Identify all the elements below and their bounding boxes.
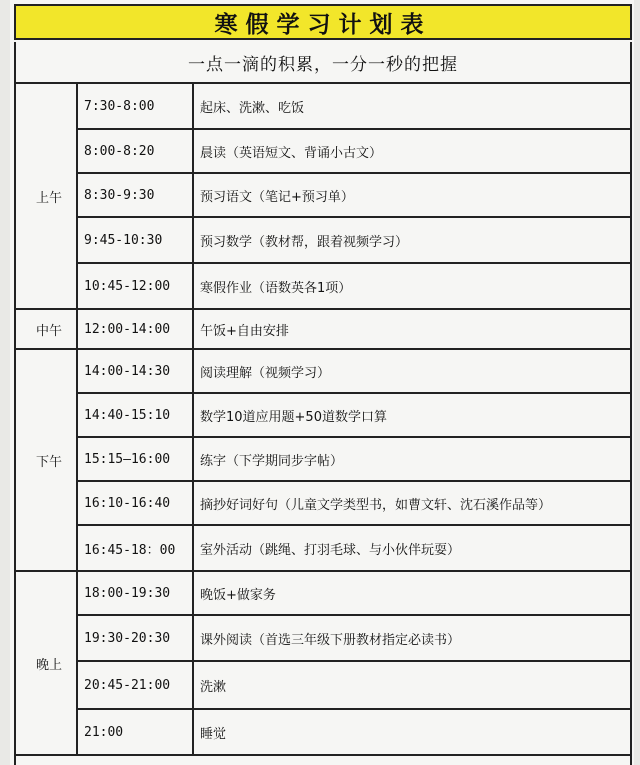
- schedule-row: [15, 349, 631, 393]
- period-label: 下午: [15, 349, 77, 571]
- activity-cell: 室外活动（跳绳、打羽毛球、与小伙伴玩耍）: [193, 525, 631, 571]
- time-cell: 10:45-12:00: [77, 263, 193, 309]
- time-cell: 14:40-15:10: [77, 393, 193, 437]
- time-cell: 18:00-19:30: [77, 571, 193, 615]
- activity-cell: 数学10道应用题+50道数学口算: [193, 393, 631, 437]
- activity-cell: 晨读（英语短文、背诵小古文）: [193, 129, 631, 173]
- activity-cell: 晚饭+做家务: [193, 571, 631, 615]
- schedule-row: [15, 129, 631, 173]
- activity-cell: 摘抄好词好句（儿童文学类型书，如曹文轩、沈石溪作品等）: [193, 481, 631, 525]
- activity-cell: 睡觉: [193, 709, 631, 755]
- schedule-row: [15, 661, 631, 709]
- time-cell: 15:15—16:00: [77, 437, 193, 481]
- page-title: 寒假学习计划表: [14, 4, 632, 40]
- time-cell: 16:10-16:40: [77, 481, 193, 525]
- schedule-row: [15, 263, 631, 309]
- time-cell: 7:30-8:00: [77, 83, 193, 129]
- period-label: 晚上: [15, 571, 77, 755]
- time-cell: 20:45-21:00: [77, 661, 193, 709]
- schedule-row: [15, 525, 631, 571]
- schedule-row: [15, 83, 631, 129]
- period-label: 上午: [15, 83, 77, 309]
- activity-cell: 课外阅读（首选三年级下册教材指定必读书）: [193, 615, 631, 661]
- schedule-row: [15, 393, 631, 437]
- time-cell: 14:00-14:30: [77, 349, 193, 393]
- time-cell: 8:00-8:20: [77, 129, 193, 173]
- time-cell: 19:30-20:30: [77, 615, 193, 661]
- schedule-row: [15, 709, 631, 755]
- schedule-table: [14, 82, 632, 756]
- time-cell: 9:45-10:30: [77, 217, 193, 263]
- schedule-row: [15, 615, 631, 661]
- schedule-row: [15, 437, 631, 481]
- activity-cell: 练字（下学期同步字帖）: [193, 437, 631, 481]
- page-subtitle: 一点一滴的积累，一分一秒的把握: [14, 42, 632, 82]
- activity-cell: 阅读理解（视频学习）: [193, 349, 631, 393]
- period-label: 中午: [15, 309, 77, 349]
- schedule-row: [15, 481, 631, 525]
- schedule-row: [15, 173, 631, 217]
- time-cell: 16:45-18：00: [77, 525, 193, 571]
- activity-cell: 寒假作业（语数英各1项）: [193, 263, 631, 309]
- schedule-row: [15, 309, 631, 349]
- activity-cell: 起床、洗漱、吃饭: [193, 83, 631, 129]
- schedule-row: [15, 217, 631, 263]
- activity-cell: 预习语文（笔记+预习单）: [193, 173, 631, 217]
- time-cell: 8:30-9:30: [77, 173, 193, 217]
- time-cell: 12:00-14:00: [77, 309, 193, 349]
- activity-cell: 预习数学（教材帮，跟着视频学习）: [193, 217, 631, 263]
- table-bottom-edge: [14, 752, 632, 765]
- schedule-row: [15, 571, 631, 615]
- time-cell: 21:00: [77, 709, 193, 755]
- activity-cell: 洗漱: [193, 661, 631, 709]
- activity-cell: 午饭+自由安排: [193, 309, 631, 349]
